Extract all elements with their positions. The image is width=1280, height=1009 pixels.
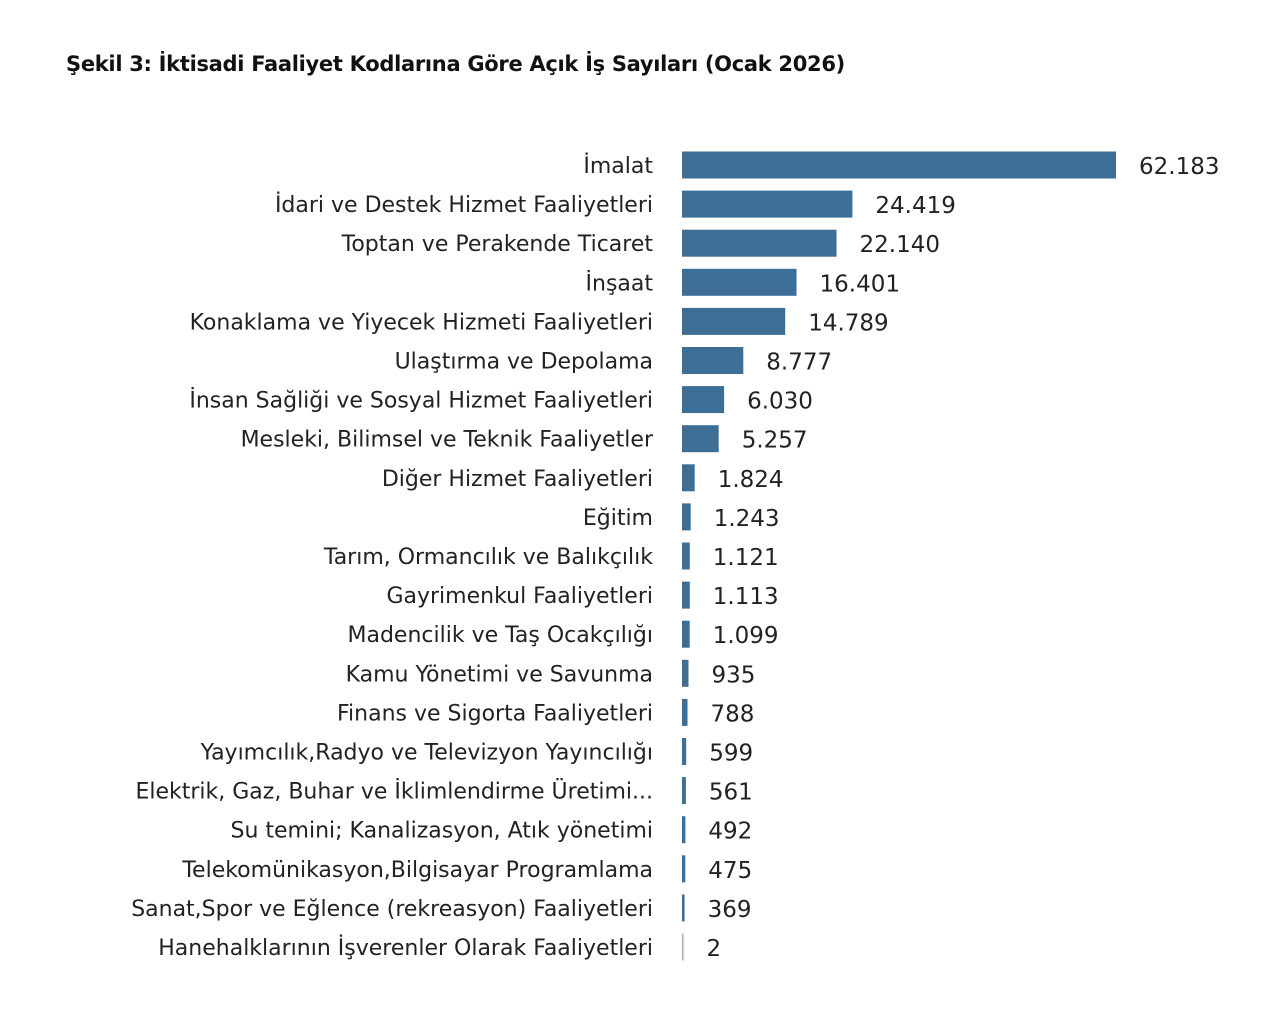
category-label: Toptan ve Perakende Ticaret — [341, 232, 653, 258]
value-label: 8.777 — [766, 349, 833, 376]
value-label: 2 — [706, 936, 722, 962]
category-label: Hanehalklarının İşverenler Olarak Faaliyetleri — [158, 936, 653, 961]
value-label: 6.030 — [747, 388, 813, 415]
value-label: 1.113 — [712, 584, 779, 611]
category-label: Mesleki, Bilimsel ve Teknik Faaliyetler — [240, 427, 653, 453]
bar — [682, 152, 1116, 179]
bar — [682, 191, 852, 218]
bar — [682, 699, 688, 726]
category-label: Gayrimenkul Faaliyetleri — [386, 584, 653, 610]
value-label: 16.401 — [819, 271, 900, 298]
bar — [682, 894, 685, 921]
bar — [682, 582, 690, 609]
bar — [682, 855, 685, 882]
category-label: Elektrik, Gaz, Buhar ve İklimlendirme Üretimi... — [135, 779, 653, 805]
category-label: Ulaştırma ve Depolama — [394, 349, 653, 375]
category-label: Madencilik ve Taş Ocakçılığı — [347, 623, 653, 649]
bar — [682, 621, 690, 648]
category-label: Konaklama ve Yiyecek Hizmeti Faaliyetleri — [189, 310, 653, 336]
value-label: 492 — [708, 818, 753, 845]
value-label: 1.243 — [713, 505, 780, 532]
value-label: 599 — [709, 740, 754, 767]
category-label: İnşaat — [585, 271, 653, 297]
bar — [682, 425, 719, 452]
value-label: 62.183 — [1139, 154, 1220, 180]
bar — [682, 503, 691, 530]
category-label: Sanat,Spor ve Eğlence (rekreasyon) Faaliyetleri — [131, 896, 653, 922]
category-label: İmalat — [583, 154, 653, 179]
value-label: 475 — [708, 857, 753, 884]
chart-title: Şekil 3: İktisadi Faaliyet Kodlarına Göre Açık İş Sayıları (Ocak 2026) — [66, 52, 845, 76]
value-label: 14.789 — [808, 310, 889, 337]
value-label: 1.824 — [717, 466, 784, 493]
category-label: İnsan Sağliği ve Sosyal Hizmet Faaliyetleri — [189, 388, 653, 414]
bar — [682, 816, 685, 843]
bar — [682, 543, 690, 570]
category-label: Kamu Yönetimi ve Savunma — [345, 662, 653, 688]
bar — [682, 738, 686, 765]
category-label: Yayımcılık,Radyo ve Televizyon Yayıncılığı — [200, 740, 653, 766]
value-label: 561 — [708, 779, 753, 806]
value-label: 22.140 — [859, 232, 940, 259]
bar — [682, 777, 686, 804]
value-label: 1.121 — [712, 545, 779, 571]
value-label: 24.419 — [875, 193, 956, 220]
category-label: İdari ve Destek Hizmet Faaliyetleri — [274, 193, 653, 219]
bar — [682, 464, 695, 491]
category-label: Diğer Hizmet Faaliyetleri — [381, 466, 653, 492]
bar — [682, 230, 837, 257]
bar — [682, 269, 797, 296]
value-label: 369 — [707, 896, 752, 923]
category-label: Telekomünikasyon,Bilgisayar Programlama — [182, 857, 653, 883]
bar — [682, 934, 684, 961]
value-label: 5.257 — [741, 427, 808, 454]
value-label: 1.099 — [712, 623, 779, 650]
category-label: Finans ve Sigorta Faaliyetleri — [337, 701, 653, 727]
bar — [682, 660, 689, 687]
bar — [682, 386, 724, 413]
bar — [682, 308, 785, 335]
category-label: Su temini; Kanalizasyon, Atık yönetimi — [230, 818, 653, 844]
category-labels-group — [131, 153, 654, 961]
bar — [682, 347, 743, 374]
category-label: Eğitim — [582, 505, 653, 531]
value-label: 935 — [711, 662, 756, 689]
category-label: Tarım, Ormancılık ve Balıkçılık — [323, 545, 653, 570]
value-label: 788 — [710, 701, 755, 728]
